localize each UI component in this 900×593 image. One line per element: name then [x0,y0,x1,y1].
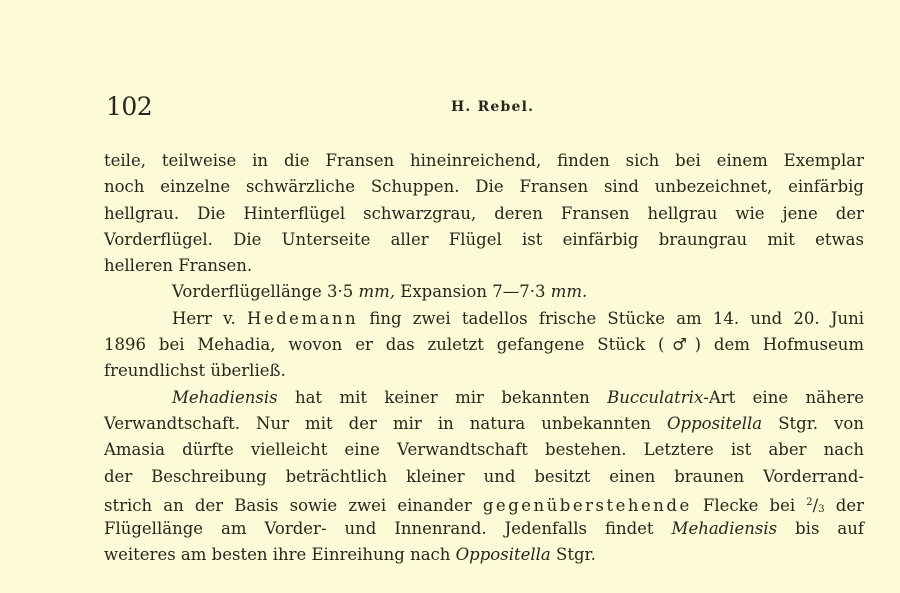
measurements-line: Vorderflügellänge 3·5 mm, Expansion 7—7·3 mm. [172,282,588,302]
collector-name: Hedemann [246,308,359,328]
text-line: Amasia dürfte vielleicht eine Verwandtschaft bestehen. Letztere ist aber nach [104,440,864,460]
text-line: freundlichst überließ. [104,361,286,381]
text-line: Herr v. Hedemann fing zwei tadellos frische Stücke am 14. und 20. Juni [172,308,864,328]
body-text [104,148,864,569]
text-line: helleren Fransen. [104,256,253,276]
species-name: Mehadiensis [172,387,278,407]
running-head-author: H. Rebel. [451,99,535,115]
text-line: der Beschreibung beträchtlich kleiner und besitzt einen braunen Vorderrand- [104,466,864,486]
text-line: noch einzelne schwärzliche Schuppen. Die Fransen sind unbezeichnet, einfärbig [104,177,864,197]
text-line: strich an der Basis sowie zwei einander gegenüberstehende Flecke bei $^2/_3$ der [104,495,864,515]
text-line: Vorderflügel. Die Unterseite aller Flügel ist einfärbig braungrau mit etwas [104,229,864,249]
text-line: Flügellänge am Vorder- und Innenrand. Jedenfalls findet Mehadiensis bis auf [104,519,864,539]
text-line: 1896 bei Mehadia, wovon er das zuletzt gefangene Stück (♂) dem Hofmuseum [104,335,864,355]
page-header [106,92,866,124]
species-name: Oppositella [455,545,551,565]
text-line: Verwandtschaft. Nur mit der mir in natura unbekannten Oppositella Stgr. von [104,413,864,433]
genus-name: Bucculatrix [607,387,704,407]
page-number: 102 [106,92,153,121]
male-symbol: ♂ [664,335,695,355]
fraction-two-thirds: $^2/_3$ [806,495,825,515]
species-name: Oppositella [667,413,763,433]
text-line: hellgrau. Die Hinterflügel schwarzgrau, deren Fransen hellgrau wie jene der [104,203,864,223]
text-line: weiteres am besten ihre Einreihung nach Oppositella Stgr. [104,545,596,565]
species-name: Mehadiensis [671,519,778,539]
text-line: teile, teilweise in die Fransen hineinreichend, finden sich bei einem Exemplar [104,151,864,170]
text-line: Mehadiensis hat mit keiner mir bekannten Bucculatrix-Art eine nähere [172,387,864,407]
